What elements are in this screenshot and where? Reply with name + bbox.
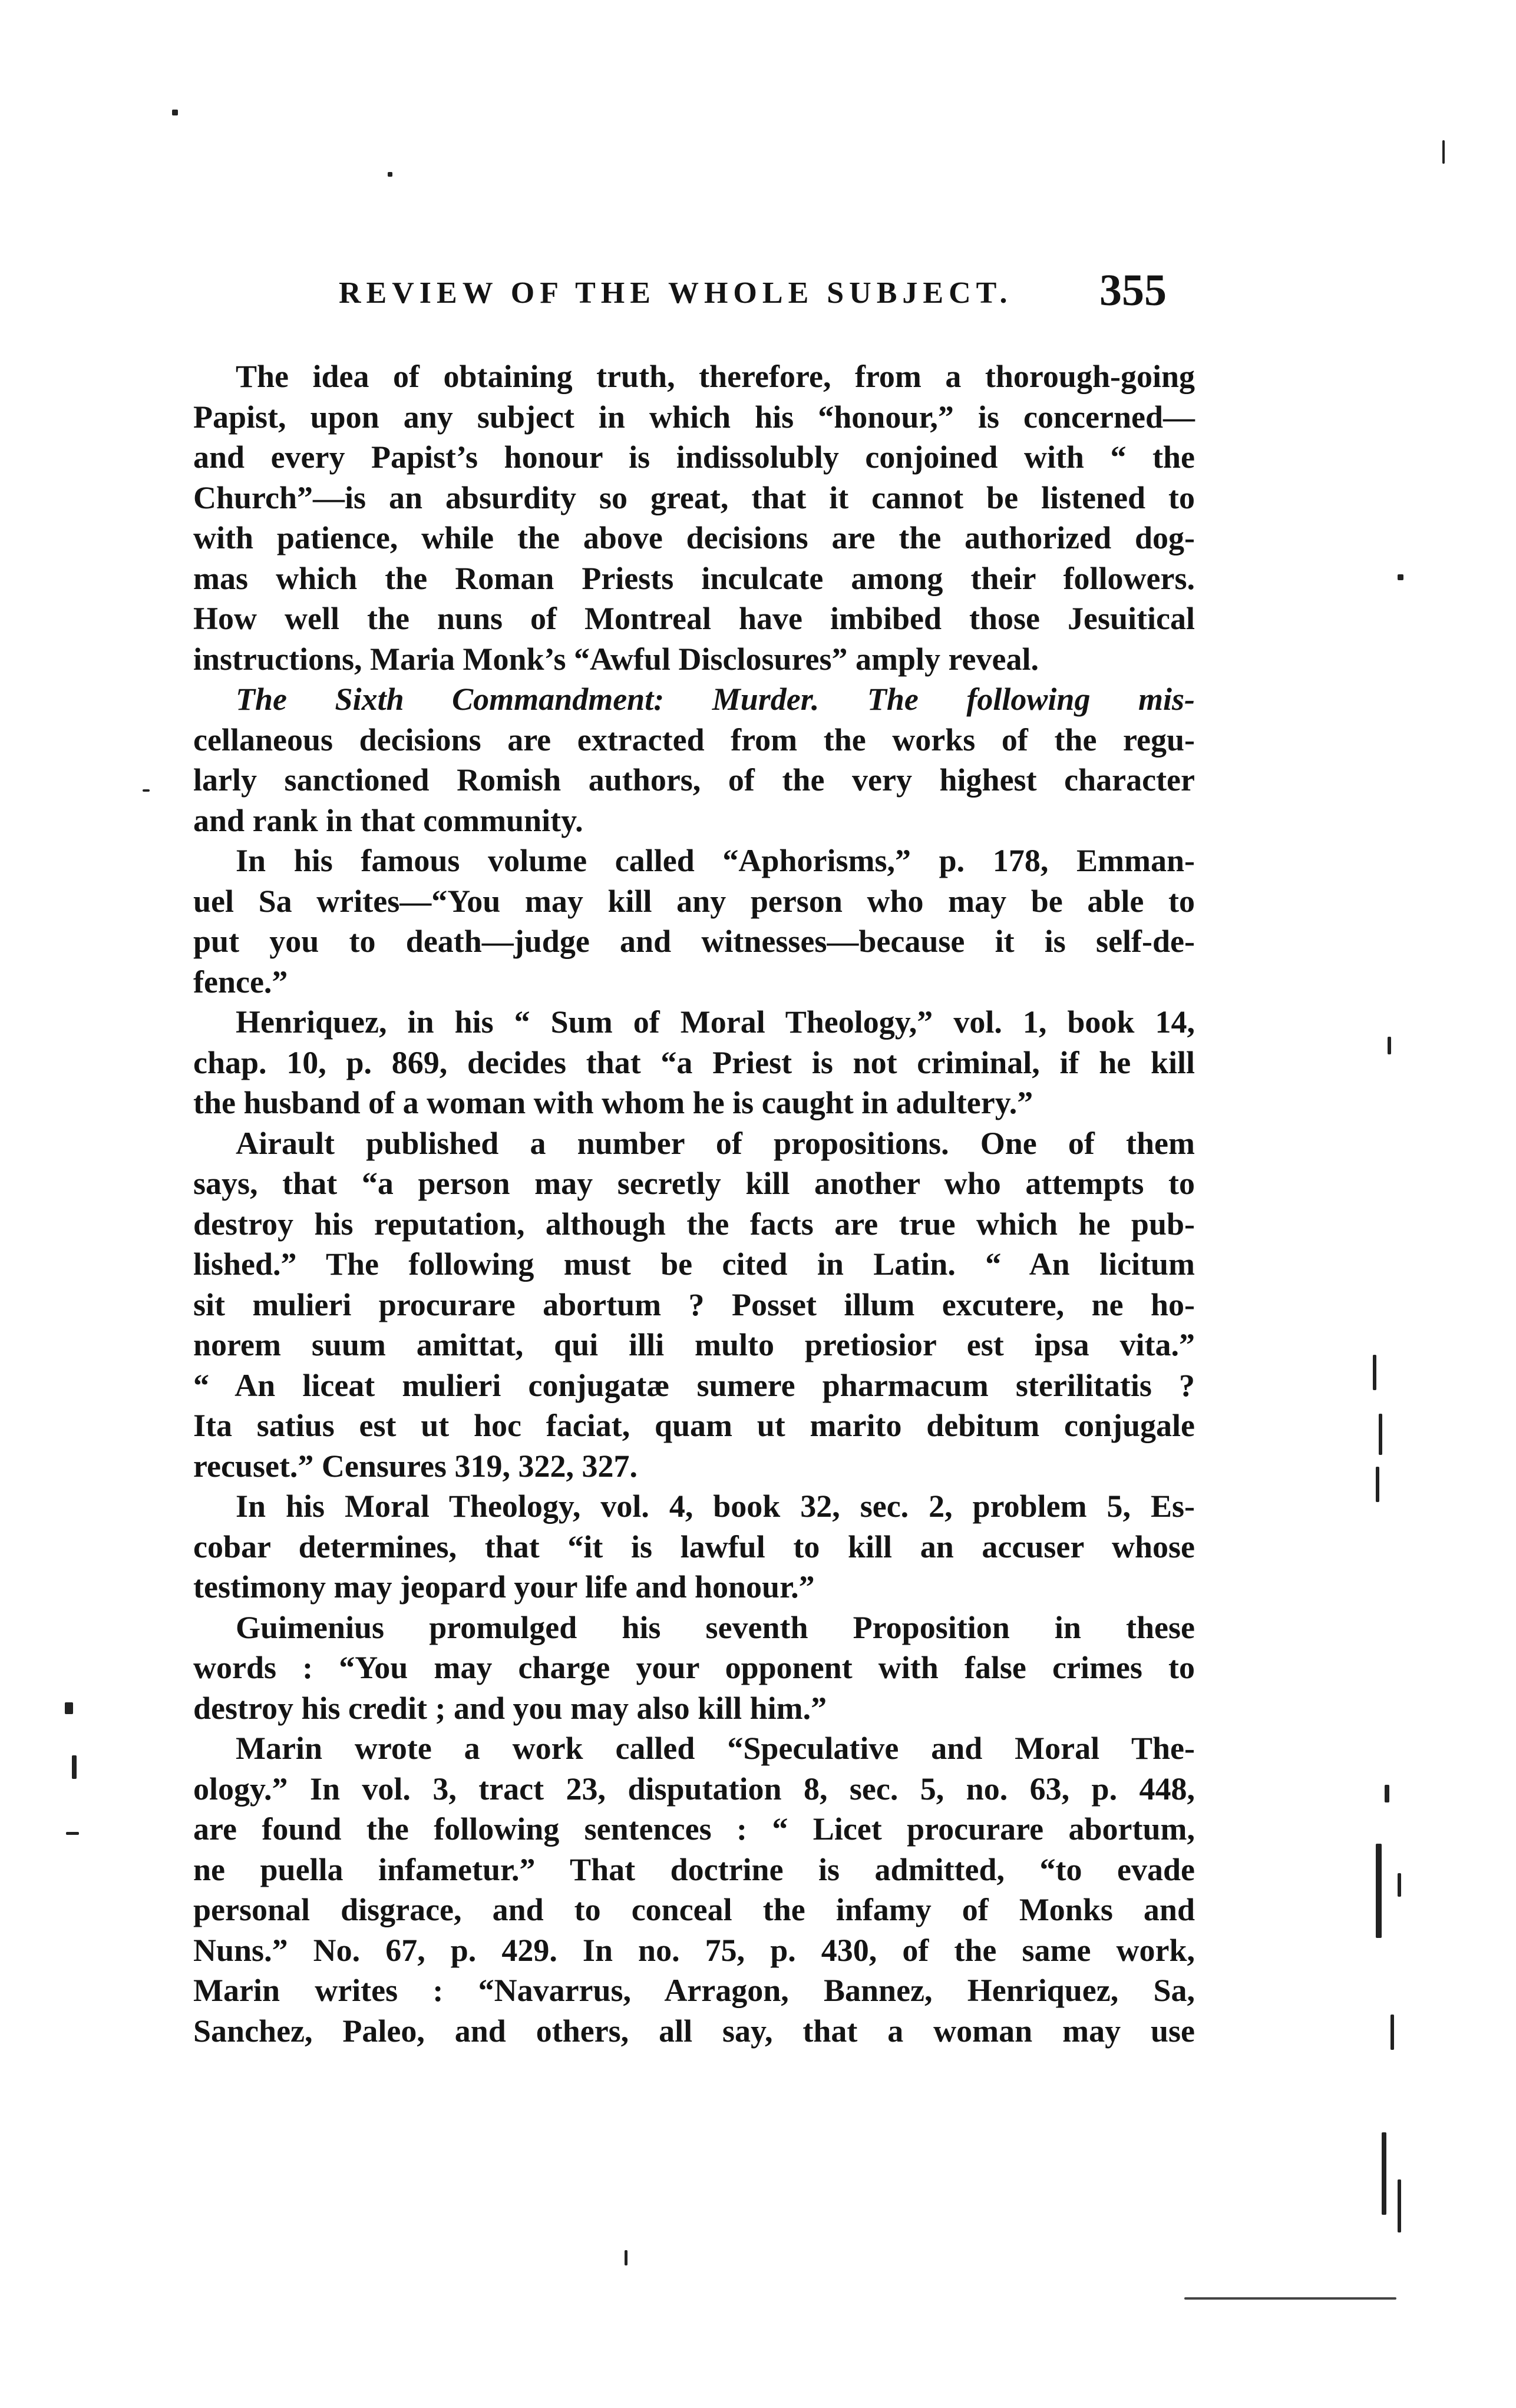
text-line: the husband of a woman with whom he is caught in adultery.” xyxy=(193,1085,1033,1120)
text-line: with patience, while the above decisions are the authorized dog- xyxy=(193,520,1195,555)
text-line: sit mulieri procurare abortum ? Posset illum excutere, ne ho- xyxy=(193,1286,1195,1322)
text-line: cobar determines, that “it is lawful to kill an accuser whose xyxy=(193,1529,1195,1564)
text-line: and every Papist’s honour is indissolubly conjoined with “ the xyxy=(193,439,1195,475)
scan-speck xyxy=(1376,1844,1382,1938)
body-text xyxy=(193,356,1195,2051)
text-line: chap. 10, p. 869, decides that “a Priest is not criminal, if he kill xyxy=(193,1044,1195,1080)
scan-speck xyxy=(1442,140,1445,164)
text-line: Marin wrote a work called “Speculative and Moral The- xyxy=(236,1731,1195,1766)
scan-speck xyxy=(1379,1414,1382,1455)
scan-speck xyxy=(1398,1873,1401,1897)
text-line: says, that “a person may secretly kill another who attempts to xyxy=(193,1166,1195,1201)
scan-speck xyxy=(1376,1467,1379,1502)
text-line: cellaneous decisions are extracted from the works of the regu- xyxy=(193,722,1195,758)
text-line: Nuns.” No. 67, p. 429. In no. 75, p. 430, of the same work, xyxy=(193,1932,1195,1968)
text-line: Sanchez, Paleo, and others, all say, that a woman may use xyxy=(193,2013,1195,2049)
text-line: instructions, Maria Monk’s “Awful Disclosures” amply reveal. xyxy=(193,641,1039,677)
scan-speck xyxy=(1388,1037,1391,1054)
scan-speck xyxy=(1398,2179,1401,2232)
text-line: and rank in that community. xyxy=(193,802,583,838)
text-line: destroy his credit ; and you may also kill him.” xyxy=(193,1690,827,1726)
text-line: ology.” In vol. 3, tract 23, disputation 8, sec. 5, no. 63, p. 448, xyxy=(193,1771,1195,1807)
text-line: Marin writes : “Navarrus, Arragon, Bannez, Henriquez, Sa, xyxy=(193,1973,1195,2008)
scan-speck xyxy=(1391,2015,1394,2050)
scan-speck xyxy=(1382,2132,1386,2215)
text-line: Guimenius promulged his seventh Proposition in these xyxy=(236,1609,1195,1645)
text-line: put you to death—judge and witnesses—because it is self-de- xyxy=(193,924,1195,959)
text-line: recuset.” Censures 319, 322, 327. xyxy=(193,1448,638,1484)
scan-speck xyxy=(65,1702,73,1714)
scan-speck xyxy=(143,789,150,792)
text-line: uel Sa writes—“You may kill any person who may be able to xyxy=(193,883,1195,919)
text-line: In his famous volume called “Aphorisms,” p. 178, Emman- xyxy=(236,843,1195,878)
text-line: Airault published a number of propositions. One of them xyxy=(236,1125,1195,1161)
text-line: personal disgrace, and to conceal the infamy of Monks and xyxy=(193,1892,1195,1927)
scan-speck xyxy=(66,1832,79,1835)
text-line: are found the following sentences : “ Licet procurare abortum, xyxy=(193,1811,1195,1847)
text-line: Henriquez, in his “ Sum of Moral Theology,” vol. 1, book 14, xyxy=(236,1004,1195,1040)
text-line: destroy his reputation, although the facts are true which he pub- xyxy=(193,1206,1195,1242)
text-line: The idea of obtaining truth, therefore, from a thorough-going xyxy=(236,359,1195,394)
text-line: norem suum amittat, qui illi multo pretiosior est ipsa vita.” xyxy=(193,1327,1195,1362)
text-line: words : “You may charge your opponent with false crimes to xyxy=(193,1650,1195,1685)
text-line: testimony may jeopard your life and honour.” xyxy=(193,1569,815,1605)
scan-speck xyxy=(625,2250,627,2265)
text-line: How well the nuns of Montreal have imbibed those Jesuitical xyxy=(193,601,1195,636)
text-line: larly sanctioned Romish authors, of the very highest character xyxy=(193,762,1195,798)
scan-speck xyxy=(72,1755,77,1779)
text-line: Church”—is an absurdity so great, that it cannot be listened to xyxy=(193,479,1195,515)
scan-speck xyxy=(388,172,392,177)
text-line: Ita satius est ut hoc faciat, quam ut marito debitum conjugale xyxy=(193,1408,1195,1443)
text-line: Papist, upon any subject in which his “honour,” is concerned— xyxy=(193,399,1195,435)
text-line: In his Moral Theology, vol. 4, book 32, sec. 2, problem 5, Es- xyxy=(236,1489,1195,1524)
text-line: The Sixth Commandment: Murder. The following mis- xyxy=(236,682,1195,717)
text-line: ne puella infametur.” That doctrine is admitted, “to evade xyxy=(193,1851,1195,1887)
scan-speck xyxy=(1385,1785,1389,1802)
text-line: fence.” xyxy=(193,964,288,1000)
text-line: lished.” The following must be cited in Latin. “ An licitum xyxy=(193,1246,1195,1282)
text-line: “ An liceat mulieri conjugatæ sumere pharmacum sterilitatis ? xyxy=(193,1367,1195,1403)
running-title: REVIEW OF THE WHOLE SUBJECT. xyxy=(339,276,1013,310)
text-line: mas which the Roman Priests inculcate among their followers. xyxy=(193,560,1195,596)
scan-speck xyxy=(172,110,178,115)
running-head xyxy=(306,265,1178,330)
scan-speck xyxy=(1373,1355,1376,1390)
scan-speck xyxy=(1184,2297,1396,2300)
scan-speck xyxy=(1398,574,1403,580)
page-number: 355 xyxy=(1099,266,1167,315)
